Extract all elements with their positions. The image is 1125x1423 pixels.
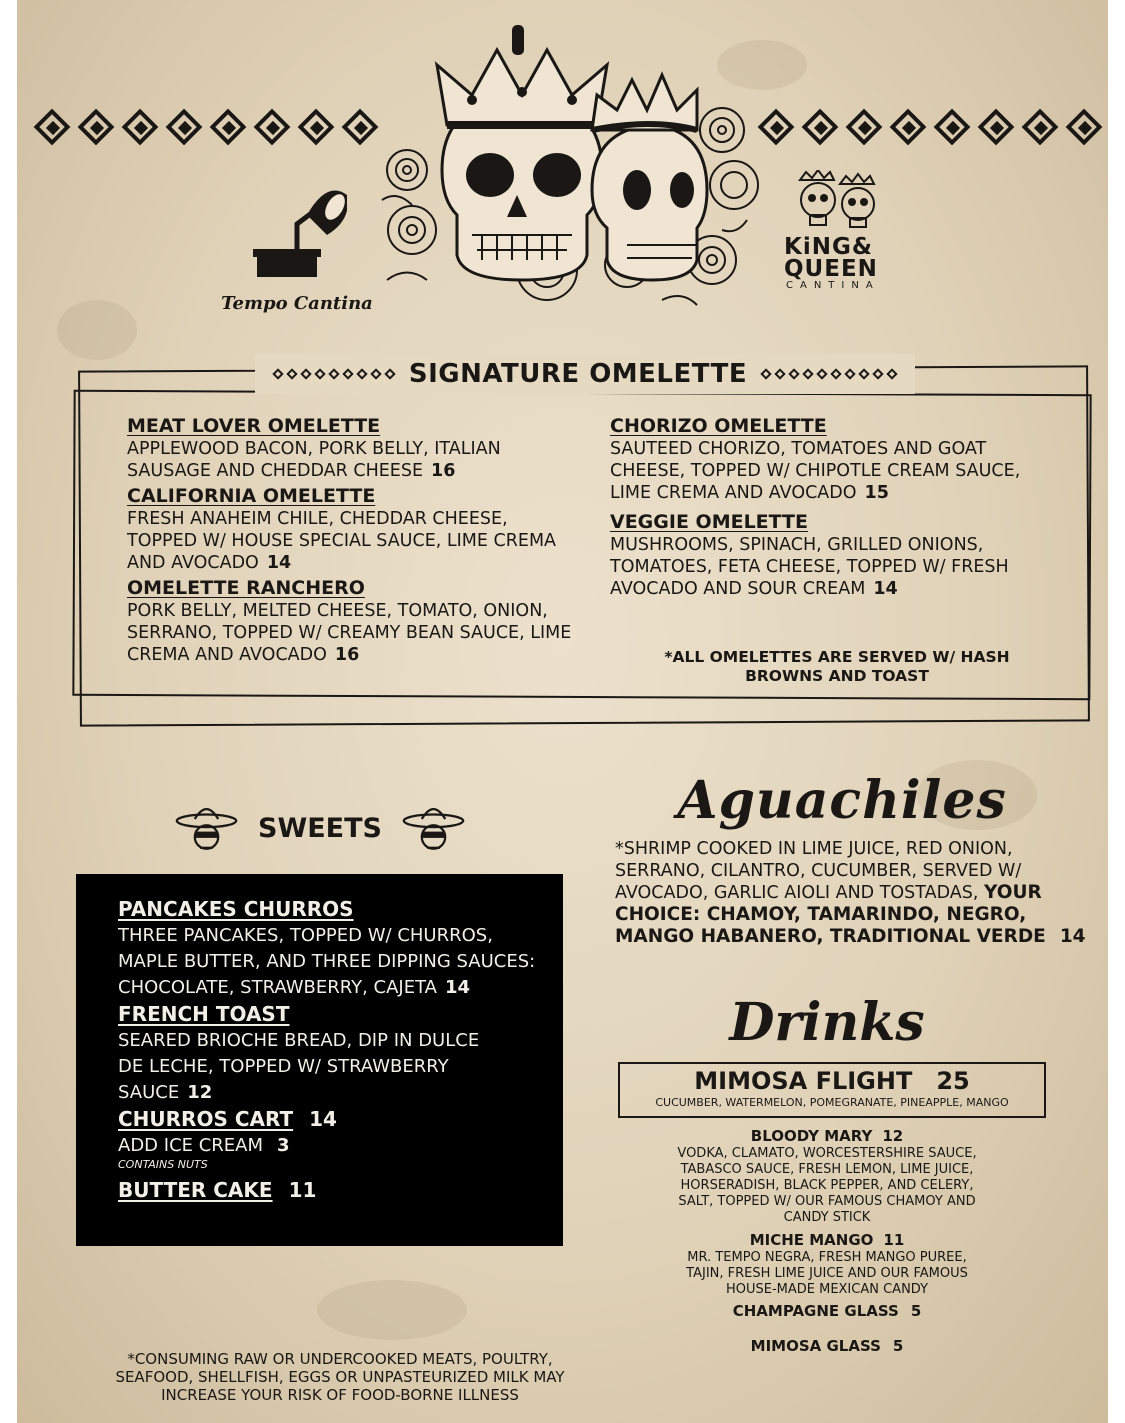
drink-name: BLOODY MARY bbox=[750, 1127, 873, 1145]
item-price: 14 bbox=[873, 579, 898, 599]
item-price: 12 bbox=[187, 1082, 213, 1103]
drink-title bbox=[627, 1337, 1027, 1356]
item-name: FRENCH TOAST bbox=[118, 1002, 290, 1026]
item-description: SAUTEED CHORIZO, TOMATOES AND GOAT CHEESE, TOPPED W/ CHIPOTLE CREAM SAUCE, LIME CREMA AND AVOCADO bbox=[610, 439, 1021, 503]
drink-description: MR. TEMPO NEGRA, FRESH MANGO PUREE, TAJIN, FRESH LIME JUICE AND OUR FAMOUS HOUSE-MADE MEXICAN CANDY bbox=[686, 1250, 968, 1297]
item-name: CALIFORNIA OMELETTE bbox=[127, 485, 376, 507]
drink-price: 5 bbox=[910, 1302, 922, 1320]
item-description: MUSHROOMS, SPINACH, GRILLED ONIONS, TOMATOES, FETA CHEESE, TOPPED W/ FRESH AVOCADO AND SOUR CREAM bbox=[610, 535, 1009, 599]
aztec-ornament-right bbox=[759, 367, 899, 381]
aguachiles-description: *SHRIMP COOKED IN LIME JUICE, RED ONION, SERRANO, CILANTRO, CUCUMBER, SERVED W/ AVOCADO, GARLIC AIOLI AND TOSTADAS, bbox=[615, 839, 1022, 903]
addon-line bbox=[118, 1133, 558, 1159]
drink-price: 11 bbox=[883, 1231, 905, 1249]
sweets-title: SWEETS bbox=[258, 812, 382, 844]
cantina-wordmark: CANTINA bbox=[786, 280, 880, 291]
item-price: 15 bbox=[864, 483, 889, 503]
item-price: 14 bbox=[445, 977, 471, 998]
sombrero-skull-icon bbox=[175, 800, 238, 856]
menu-item bbox=[127, 576, 577, 666]
sweets-panel bbox=[76, 874, 563, 1246]
item-price: 14 bbox=[266, 553, 292, 573]
omelette-column-left bbox=[127, 414, 577, 666]
aztec-border-left bbox=[31, 106, 383, 150]
drinks-title: Drinks bbox=[729, 992, 925, 1053]
omelette-note-line: *ALL OMELETTES ARE SERVED W/ HASH bbox=[664, 648, 1010, 666]
omelette-note-line: BROWNS AND TOAST bbox=[745, 667, 929, 685]
item-description: FRESH ANAHEIM CHILE, CHEDDAR CHEESE, TOPPED W/ HOUSE SPECIAL SAUCE, LIME CREMA AND AVOCADO bbox=[127, 509, 557, 573]
tempo-cantina-logo bbox=[217, 185, 377, 314]
tempo-cantina-wordmark: Tempo Cantina bbox=[221, 293, 373, 314]
drink-title bbox=[627, 1302, 1027, 1321]
item-name: CHURROS CART bbox=[118, 1107, 294, 1131]
mini-skulls-icon bbox=[792, 170, 882, 232]
aguachiles-price: 14 bbox=[1059, 926, 1086, 947]
drink-title bbox=[627, 1231, 1027, 1250]
king-queen-cantina-logo bbox=[772, 170, 902, 291]
item-name: OMELETTE RANCHERO bbox=[127, 577, 365, 599]
menu-item bbox=[127, 414, 577, 482]
item-description: THREE PANCAKES, TOPPED W/ CHURROS, MAPLE BUTTER, AND THREE DIPPING SAUCES: CHOCOLATE, STRAWBERRY, CAJETA bbox=[118, 925, 536, 998]
menu-item bbox=[118, 1001, 558, 1106]
menu-item bbox=[118, 896, 558, 1001]
food-safety-disclaimer: *CONSUMING RAW OR UNDERCOOKED MEATS, POULTRY, SEAFOOD, SHELLFISH, EGGS OR UNPASTEURIZED MILK MAY INCREASE YOUR RISK OF FOOD-BORNE ILLNESS bbox=[115, 1350, 565, 1404]
mimosa-flight-flavors: CUCUMBER, WATERMELON, POMEGRANATE, PINEAPPLE, MANGO bbox=[655, 1096, 1009, 1109]
crowned-skulls-illustration bbox=[362, 20, 762, 330]
paper-stain bbox=[317, 1280, 467, 1340]
item-description: PORK BELLY, MELTED CHEESE, TOMATO, ONION, SERRANO, TOPPED W/ CREAMY BEAN SAUCE, LIME CREMA AND AVOCADO bbox=[127, 601, 572, 665]
item-price: 16 bbox=[431, 461, 456, 481]
addon-text: ADD ICE CREAM bbox=[118, 1135, 264, 1156]
omelette-section-title: SIGNATURE OMELETTE bbox=[408, 359, 748, 389]
aztec-border-right bbox=[755, 106, 1107, 150]
item-name: PANCAKES CHURROS bbox=[118, 897, 354, 921]
omelette-note bbox=[637, 648, 1037, 686]
item-name: VEGGIE OMELETTE bbox=[610, 511, 808, 533]
mimosa-flight-price: 25 bbox=[936, 1067, 970, 1095]
king-wordmark: KiNG& bbox=[784, 234, 873, 260]
drinks-list bbox=[627, 1127, 1027, 1356]
drink-title bbox=[627, 1127, 1027, 1146]
queen-wordmark: QUEEN bbox=[784, 256, 878, 282]
drink-price: 5 bbox=[892, 1337, 904, 1355]
item-name: MEAT LOVER OMELETTE bbox=[127, 415, 381, 437]
omelette-column-right bbox=[610, 414, 1040, 600]
gramophone-icon bbox=[247, 185, 347, 285]
aguachiles-title: Aguachiles bbox=[677, 770, 1007, 831]
drink-name: CHAMPAGNE GLASS bbox=[732, 1302, 899, 1320]
drink-price: 12 bbox=[882, 1127, 904, 1145]
menu-item bbox=[610, 510, 1040, 600]
item-description: SEARED BRIOCHE BREAD, DIP IN DULCE DE LECHE, TOPPED W/ STRAWBERRY SAUCE bbox=[118, 1030, 480, 1103]
sweets-header bbox=[175, 800, 465, 856]
sombrero-skull-icon bbox=[402, 800, 465, 856]
aguachiles-description-block bbox=[615, 838, 1105, 948]
item-price: 16 bbox=[334, 645, 360, 665]
omelette-section-header bbox=[255, 354, 915, 394]
menu-item bbox=[118, 1106, 558, 1133]
drink-name: MIMOSA GLASS bbox=[750, 1337, 881, 1355]
aguachiles-choices: YOUR CHOICE: CHAMOY, TAMARINDO, NEGRO, MANGO HABANERO, TRADITIONAL VERDE bbox=[615, 882, 1046, 947]
aztec-ornament-left bbox=[271, 367, 397, 381]
menu-item bbox=[127, 484, 577, 574]
item-name: BUTTER CAKE bbox=[118, 1178, 273, 1202]
allergen-note: CONTAINS NUTS bbox=[118, 1158, 208, 1171]
drink-name: MICHE MANGO bbox=[749, 1231, 874, 1249]
item-description: APPLEWOOD BACON, PORK BELLY, ITALIAN SAUSAGE AND CHEDDAR CHEESE bbox=[127, 439, 501, 481]
mimosa-flight-name: MIMOSA FLIGHT bbox=[694, 1067, 913, 1095]
paper-stain bbox=[57, 300, 137, 360]
item-name: CHORIZO OMELETTE bbox=[610, 415, 827, 437]
menu-item bbox=[610, 414, 1040, 504]
addon-price: 3 bbox=[277, 1135, 290, 1156]
item-price: 11 bbox=[288, 1178, 317, 1202]
menu-item bbox=[118, 1177, 558, 1204]
drink-description: VODKA, CLAMATO, WORCESTERSHIRE SAUCE, TABASCO SAUCE, FRESH LEMON, LIME JUICE, HORSERADISH, BLACK PEPPER, AND CELERY, SALT, TOPPED W/ OUR FAMOUS CHAMOY AND CANDY STICK bbox=[677, 1146, 977, 1225]
mimosa-flight-box bbox=[618, 1062, 1046, 1118]
menu-page bbox=[17, 0, 1108, 1423]
item-price: 14 bbox=[309, 1107, 337, 1131]
